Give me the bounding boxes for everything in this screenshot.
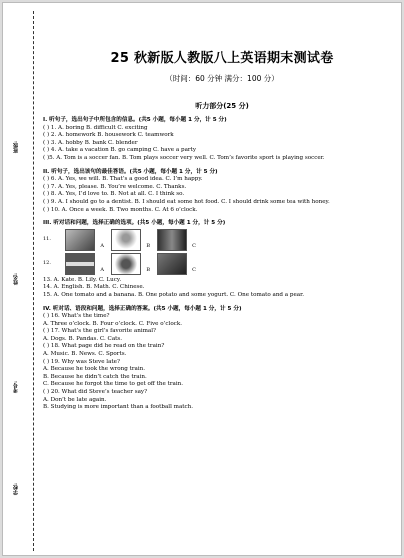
question-number: 12. xyxy=(43,259,51,266)
question-item: ( ) 17. What’s the girl’s favorite animal? xyxy=(43,328,157,335)
question-item: ( ) 6. A. Yes, we will. B. That’s a good idea. C. I’m happy. xyxy=(43,176,203,183)
answer-option: A. Don’t be late again. xyxy=(43,396,107,403)
answer-option: B. Studying is more important than a football match. xyxy=(43,404,194,411)
name-label: 姓名: xyxy=(13,273,19,285)
picture-option-a: A xyxy=(65,253,95,275)
picture-option-c: C xyxy=(157,253,187,275)
page-subtitle: （时间：60 分钟 满分：100 分） xyxy=(165,74,279,83)
answer-options: A. Music. B. News. C. Sports. xyxy=(43,351,127,358)
picture-row-12 xyxy=(43,253,395,275)
question-item: 13. A. Kate. B. Lily. C. Lucy. xyxy=(43,276,122,283)
question-item: ( ) 9. A. I should go to a dentist. B. I should eat some hot food. C. I should drink some tea with honey. xyxy=(43,198,330,205)
question-item: ( ) 16. What’s the time? xyxy=(43,313,110,320)
question-item: ( ) 7. A. Yes, please. B. You’re welcome. C. Thanks. xyxy=(43,183,187,190)
picture-option-b: B xyxy=(111,253,141,275)
listening-section-title: 听力部分(25 分) xyxy=(195,102,249,110)
answer-options: A. Dogs. B. Pandas. C. Cats. xyxy=(43,335,123,342)
question-item: ( ) 18. What page did he read on the train? xyxy=(43,343,165,350)
school-label: 学校: xyxy=(13,483,19,495)
question-item: ( ) 10. A. Once a week. B. Two months. C. At 6 o’clock. xyxy=(43,206,198,213)
answer-options: A. Three o’clock. B. Four o’clock. C. Five o’clock. xyxy=(43,320,182,327)
answer-option: A. Because he took the wrong train. xyxy=(43,366,146,373)
question-item: ( ) 4. A. take a vacation B. go camping C. have a party xyxy=(43,147,196,154)
question-item: ( )5. A. Tom is a soccer fan. B. Tom plays soccer very well. C. Tom’s favorite sport is playing soccer. xyxy=(43,154,325,161)
picture-option-c: C xyxy=(157,229,187,251)
question-item: ( ) 2. A. homework B. housework C. teamwork xyxy=(43,132,174,139)
answer-option: B. Because he didn’t catch the train. xyxy=(43,373,147,380)
class-label: 班级: xyxy=(13,141,19,153)
question-item: ( ) 3. A. hobby B. bank C. blender xyxy=(43,139,138,146)
answer-option: C. Because he forgot the time to get off the train. xyxy=(43,381,184,388)
binding-dashed-line xyxy=(33,11,34,551)
question-item: ( ) 20. What did Steve’s teacher say? xyxy=(43,389,148,396)
question-item: ( ) 8. A. Yes, I’d love to. B. Not at all. C. I think so. xyxy=(43,191,185,198)
binding-margin xyxy=(9,11,39,551)
exam-content xyxy=(43,113,395,412)
part1-heading: I. 听句子，选出句子中所包含的信息。(共5 小题，每小题 1 分，计 5 分) xyxy=(43,117,227,123)
picture-row-11 xyxy=(43,229,395,251)
part2-heading: II. 听句子，选出该句的最佳答语。(共5 小题，每小题 1 分，计 5 分) xyxy=(43,168,218,175)
question-item: 15. A. One tomato and a banana. B. One potato and some yogurt. C. One tomato and a pear. xyxy=(43,291,304,298)
picture-option-b: B xyxy=(111,229,141,251)
page-title: 25 秋新版人教版八上英语期末测试卷 xyxy=(110,51,334,66)
question-item: 14. A. English. B. Math. C. Chinese. xyxy=(43,284,145,291)
number-label: 考号: xyxy=(13,381,19,393)
question-item: ( ) 1. A. boring B. difficult C. exciting xyxy=(43,124,148,131)
exam-page xyxy=(2,2,402,556)
part3-heading: III. 听对话和问题，选择正确的选项。(共5 小题，每小题 1 分，计 5 分) xyxy=(43,220,226,227)
question-item: ( ) 19. Why was Steve late? xyxy=(43,358,120,365)
picture-option-a: A xyxy=(65,229,95,251)
part4-heading: IV. 听对话、语段和问题，选择正确的答案。(共5 小题，每小题 1 分，计 5 分) xyxy=(43,305,242,312)
question-number: 11. xyxy=(43,235,51,242)
